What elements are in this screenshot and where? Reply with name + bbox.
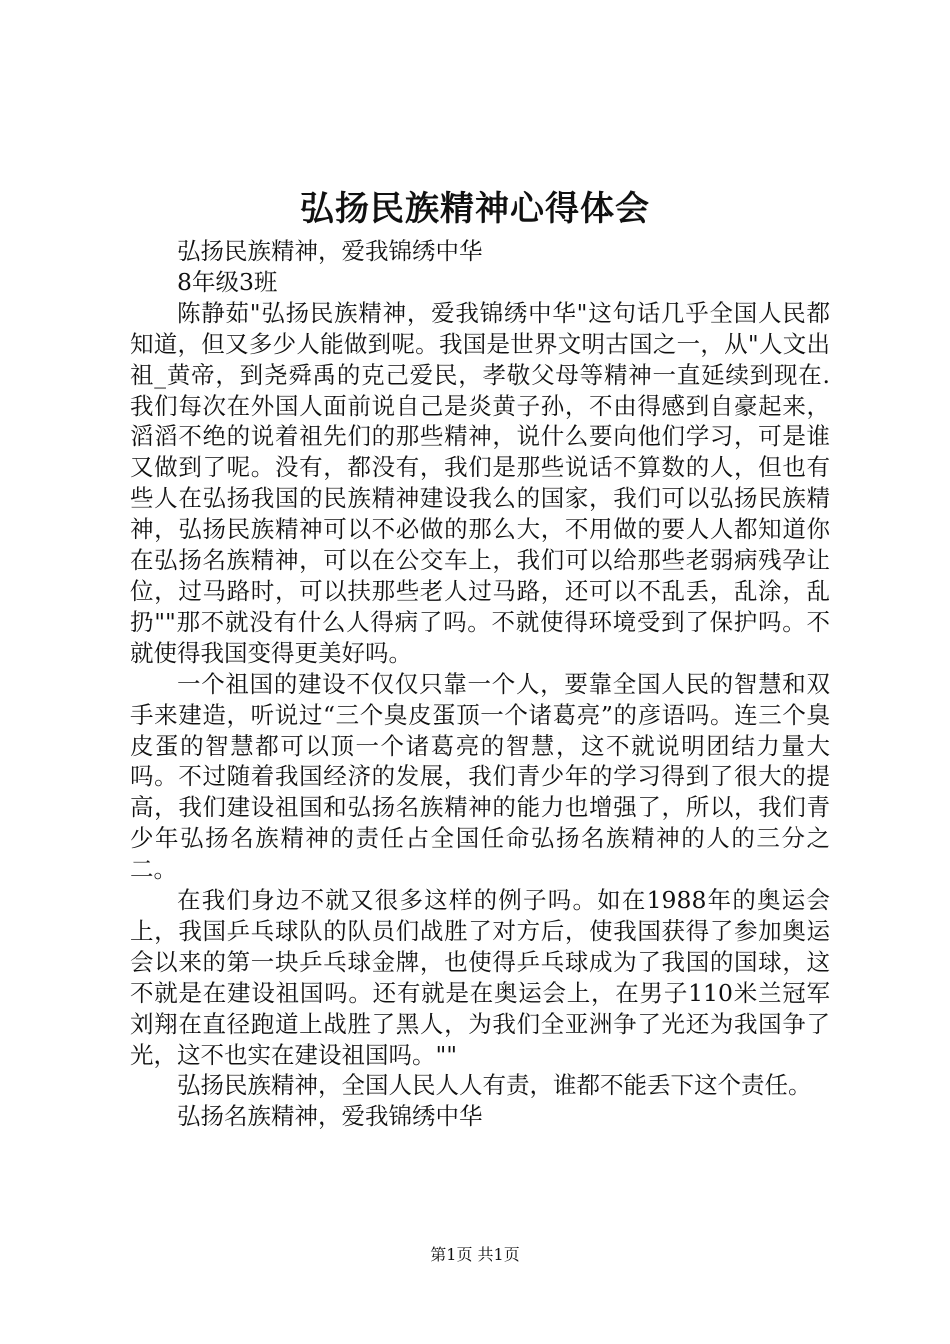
document-body — [130, 236, 830, 1132]
document-title: 弘扬民族精神心得体会 — [300, 189, 650, 229]
paragraph-4: 弘扬民族精神，全国人民人人有责，谁都不能丢下这个责任。 — [177, 1071, 812, 1100]
paragraph-subtitle: 弘扬民族精神，爱我锦绣中华 — [177, 237, 483, 265]
paragraph-closing: 弘扬名族精神，爱我锦绣中华 — [177, 1102, 483, 1131]
paragraph-3: 在我们身边不就又很多这样的例子吗。如在1988年的奥运会上，我国乒乓球队的队员们战胜了对方后，使我国获得了参加奥运会以来的第一块乒乓球金牌，也使得乒乓球成为了我国的国球，这不就是在建设祖国吗。还有就是在奥运会上，在男子110米兰冠军刘翔在直径跑道上战胜了黑人，为我们全亚洲争了光还为我国争了光，这不也实在建设祖国吗。"" — [130, 886, 830, 1069]
page-number-footer: 第1页 共1页 — [430, 1245, 520, 1264]
paragraph-2: 一个祖国的建设不仅仅只靠一个人，要靠全国人民的智慧和双手来建造，听说过“三个臭皮蛋顶一个诸葛亮”的彦语吗。连三个臭皮蛋的智慧都可以顶一个诸葛亮的智慧，这不就说明团结力量大吗。不过随着我国经济的发展，我们青少年的学习得到了很大的提高，我们建设祖国和弘扬名族精神的能力也增强了，所以，我们青少年弘扬名族精神的责任占全国任命弘扬名族精神的人的三分之二。 — [130, 669, 830, 884]
paragraph-1: 陈静茹"弘扬民族精神，爱我锦绣中华"这句话几乎全国人民都知道，但又多少人能做到呢。我国是世界文明古国之一，从"人文出祖_黄帝，到尧舜禹的克己爱民，孝敬父母等精神一直延续到现在.我们每次在外国人面前说自己是炎黄子孙，不由得感到自豪起来，滔滔不绝的说着祖先们的那些精神，说什么要向他们学习，可是谁又做到了呢。没有，都没有，我们是那些说话不算数的人，但也有些人在弘扬我国的民族精神建设我么的国家，我们可以弘扬民族精神，弘扬民族精神可以不必做的那么大，不用做的要人人都知道你在弘扬名族精神，可以在公交车上，我们可以给那些老弱病残孕让位，过马路时，可以扶那些老人过马路，还可以不乱丢，乱涂，乱扔""那不就没有什么人得病了吗。不就使得环境受到了保护吗。不就使得我国变得更美好吗。 — [130, 298, 830, 667]
paragraph-class: 8年级3班 — [177, 267, 278, 296]
